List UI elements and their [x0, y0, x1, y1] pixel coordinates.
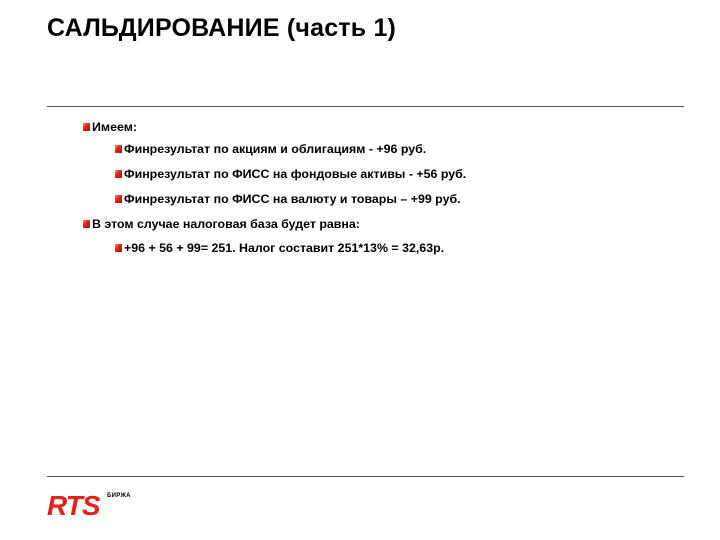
rts-logo: [47, 490, 105, 518]
rts-logo-text: RTS: [47, 490, 100, 518]
bullet-marker-2: [115, 145, 122, 153]
bullet-marker-5: [83, 220, 90, 228]
bullet-marker-4: [115, 195, 122, 203]
bottom-divider: [47, 476, 684, 477]
bullet-marker-1: [83, 123, 90, 131]
top-divider: [47, 106, 684, 107]
bullet-marker-3: [115, 170, 122, 178]
bullet-item-4: Финрезультат по ФИСС на валюту и товары – +99 руб.: [124, 192, 461, 206]
bullet-item-1: Имеем:: [92, 120, 137, 134]
bullet-marker-6: [115, 244, 122, 252]
bullet-item-5: В этом случае налоговая база будет равна:: [92, 217, 360, 231]
page-title: САЛЬДИРОВАНИЕ (часть 1): [47, 14, 397, 42]
logo-caption: БИРЖА: [107, 493, 131, 499]
bullet-item-3: Финрезультат по ФИСС на фондовые активы - +56 руб.: [124, 167, 467, 181]
bullet-item-2: Финрезультат по акциям и облигациям - +96 руб.: [124, 142, 427, 156]
bullet-item-6: +96 + 56 + 99= 251. Налог составит 251*13% = 32,63р.: [124, 241, 445, 255]
